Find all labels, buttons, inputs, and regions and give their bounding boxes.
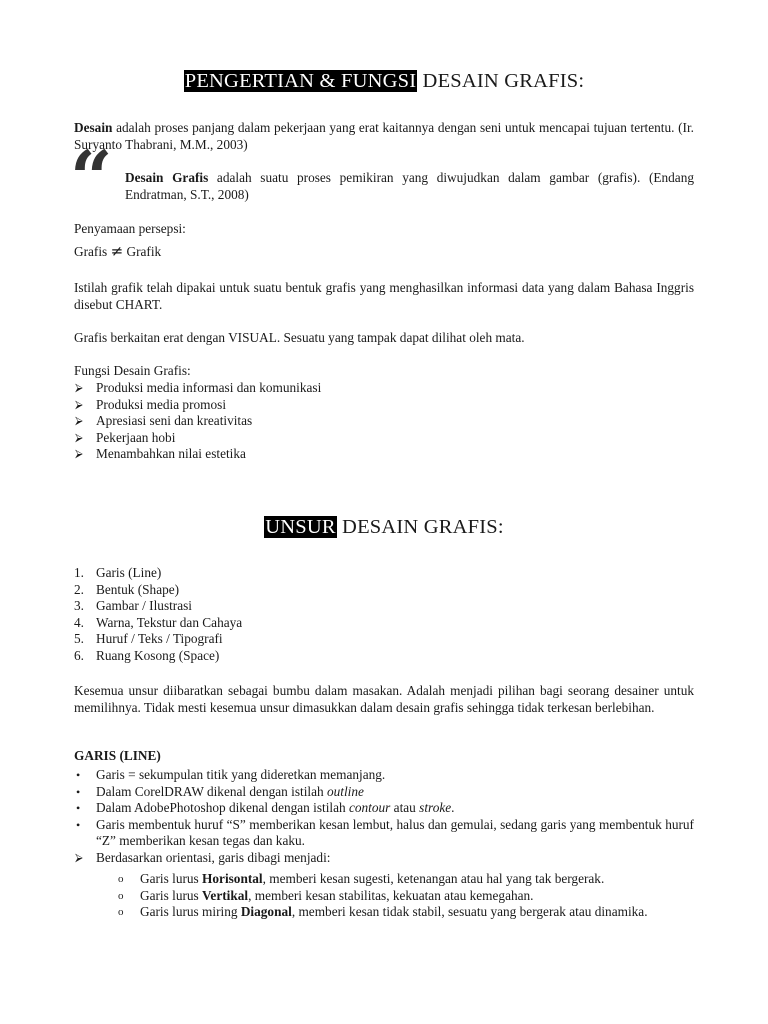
- term-diagonal: Diagonal: [240, 904, 292, 920]
- list-item: [118, 871, 694, 888]
- list-item: [74, 582, 694, 599]
- list-item: [74, 380, 694, 397]
- list-item-text: , memberi kesan tidak stabil, sesuatu yang bergerak atau dinamika.: [291, 904, 648, 920]
- term-desain: Desain: [74, 120, 113, 135]
- list-item: [118, 888, 694, 905]
- section-title-garis: GARIS (LINE): [74, 748, 161, 763]
- paragraph-istilah: Istilah grafik telah dipakai untuk suatu bentuk grafis yang menghasilkan informasi data yang dalam Bahasa Inggris disebut CHART.: [74, 280, 694, 312]
- heading-pengertian: [0, 69, 768, 93]
- unsur-list: [74, 565, 694, 665]
- list-item-text: Produksi media informasi dan komunikasi: [96, 380, 322, 395]
- list-item: [74, 413, 694, 430]
- list-item-text: Berdasarkan orientasi, garis dibagi menjadi:: [96, 849, 331, 865]
- persepsi-line: [74, 243, 694, 261]
- list-item-text: Ruang Kosong (Space): [96, 647, 220, 663]
- list-number: 3.: [74, 598, 84, 614]
- term-desain-grafis: Desain Grafis: [125, 170, 209, 185]
- paragraph-visual: Grafis berkaitan erat dengan VISUAL. Sesuatu yang tampak dapat dilihat oleh mata.: [74, 330, 525, 345]
- list-item-text: , memberi kesan stabilitas, kekuatan atau kemegahan.: [248, 887, 534, 903]
- list-item: [74, 800, 694, 817]
- bullet-icon: •: [76, 817, 81, 832]
- bullet-icon: •: [76, 768, 81, 782]
- quote-icon: “: [70, 136, 113, 222]
- list-item-text: Pekerjaan hobi: [96, 429, 176, 445]
- arrow-bullet-icon: ⮚: [75, 851, 83, 864]
- term-contour: contour: [348, 800, 391, 816]
- heading-highlight: UNSUR: [265, 516, 336, 538]
- list-item: [74, 784, 694, 801]
- persepsi-label: Penyamaan persepsi:: [74, 221, 186, 236]
- persepsi-left: Grafis: [74, 244, 111, 259]
- arrow-bullet-icon: ⮚: [75, 398, 83, 411]
- list-item-text: Dalam AdobePhotoshop dikenal dengan istilah: [96, 800, 349, 816]
- list-item-text: Garis lurus miring: [140, 904, 241, 920]
- list-item: [74, 615, 694, 632]
- persepsi-right: Grafik: [123, 244, 162, 259]
- term-vertikal: Vertikal: [202, 887, 249, 903]
- list-item-text: Garis lurus: [140, 887, 203, 903]
- list-item-text: Garis membentuk huruf “S” memberikan kesan lembut, halus dan gemulai, sedang garis yang membentuk huruf “Z” memberikan kesan tegas dan kaku.: [96, 816, 694, 849]
- list-item-text: Warna, Tekstur dan Cahaya: [96, 614, 243, 630]
- list-item-text: atau: [390, 800, 420, 816]
- arrow-bullet-icon: ⮚: [75, 415, 83, 428]
- list-item: [74, 397, 694, 414]
- not-equal-icon: ≠: [110, 242, 124, 260]
- list-item: [118, 904, 694, 921]
- heading-rest: DESAIN GRAFIS:: [336, 516, 504, 538]
- list-item: [74, 446, 694, 463]
- term-horisontal: Horisontal: [202, 871, 263, 886]
- list-item-text: Huruf / Teks / Tipografi: [96, 631, 223, 647]
- heading-unsur: [0, 515, 768, 539]
- list-item: [74, 648, 694, 665]
- garis-list: [74, 767, 694, 867]
- list-item-text: Garis lurus: [140, 871, 203, 886]
- list-item-text: , memberi kesan sugesti, ketenangan atau hal yang tak bergerak.: [262, 871, 605, 886]
- arrow-bullet-icon: ⮚: [75, 448, 83, 461]
- orientasi-sublist: [118, 871, 694, 921]
- fungsi-list: [74, 380, 694, 463]
- list-item-text: Garis = sekumpulan titik yang dideretkan memanjang.: [96, 767, 386, 782]
- list-item-text: Menambahkan nilai estetika: [96, 446, 246, 462]
- list-number: 4.: [74, 614, 84, 630]
- list-item: [74, 598, 694, 615]
- circle-bullet-icon: o: [118, 889, 124, 902]
- bullet-icon: •: [76, 801, 81, 816]
- heading-rest: DESAIN GRAFIS:: [417, 70, 585, 92]
- list-item: [74, 850, 694, 867]
- list-item: [74, 817, 694, 850]
- quote-desain-grafis: [125, 170, 694, 203]
- list-number: 5.: [74, 631, 84, 647]
- list-item-text: Gambar / Ilustrasi: [96, 598, 193, 614]
- list-number: 6.: [74, 647, 84, 663]
- list-item-text: Apresiasi seni dan kreativitas: [96, 413, 253, 429]
- arrow-bullet-icon: ⮚: [75, 382, 83, 394]
- list-item-text: Bentuk (Shape): [96, 581, 180, 597]
- heading-highlight: PENGERTIAN & FUNGSI: [184, 70, 417, 92]
- list-item-text: .: [451, 800, 455, 816]
- circle-bullet-icon: o: [118, 873, 124, 885]
- bullet-icon: •: [76, 784, 81, 799]
- term-outline: outline: [326, 783, 364, 799]
- term-stroke: stroke: [419, 800, 452, 816]
- list-item-text: Garis (Line): [96, 565, 162, 580]
- paragraph-desain: [74, 120, 694, 153]
- list-item: [74, 565, 694, 582]
- paragraph-desain-text: adalah proses panjang dalam pekerjaan yang erat kaitannya dengan seni untuk mencapai tujuan tertentu. (Ir. Suryanto Thabrani, M.M., 2003): [74, 120, 694, 152]
- list-item: [74, 430, 694, 447]
- circle-bullet-icon: o: [118, 906, 124, 919]
- list-number: 1.: [74, 565, 84, 580]
- list-number: 2.: [74, 581, 84, 597]
- list-item-text: Produksi media promosi: [96, 396, 227, 412]
- list-item-text: Dalam CorelDRAW dikenal dengan istilah: [96, 783, 327, 799]
- paragraph-kesemua: Kesemua unsur diibaratkan sebagai bumbu dalam masakan. Adalah menjadi pilihan bagi seorang desainer untuk memilihnya. Tidak mesti kesemua unsur dimasukkan dalam desain grafis sehingga tidak terkesan berlebihan.: [74, 683, 694, 715]
- arrow-bullet-icon: ⮚: [75, 431, 83, 444]
- fungsi-label: Fungsi Desain Grafis:: [74, 363, 191, 378]
- quote-text: adalah suatu proses pemikiran yang diwujudkan dalam gambar (grafis). (Endang Endratman, S.T., 2008): [125, 170, 694, 202]
- list-item: [74, 631, 694, 648]
- list-item: [74, 767, 694, 784]
